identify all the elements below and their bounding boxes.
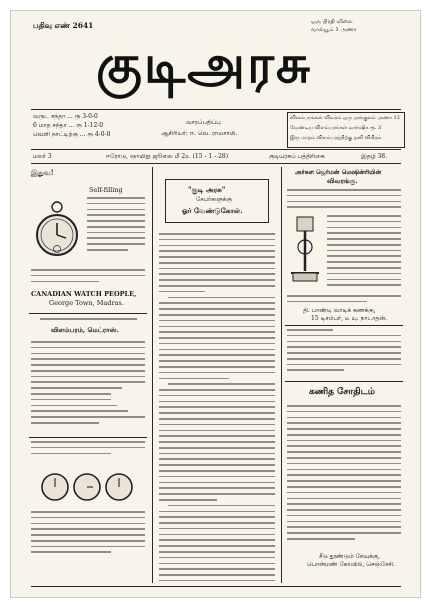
advert-rate-row: இரு மாதம் விளம்பரத்திற்கு தனி விகிதம் <box>290 135 382 141</box>
column-divider-right <box>281 167 282 583</box>
machine-ad-heading: அர்கள ஜெர்மன் மெஷின்ரியின் <box>295 169 382 176</box>
issue-volume: மலர் 3 <box>33 153 52 160</box>
watches-illustration <box>37 465 137 505</box>
appeal-heading: ஓர் வேண்டுகோள். <box>182 206 243 215</box>
right-ad-rule-2 <box>285 381 403 382</box>
center-article-body <box>159 233 275 584</box>
left-ad-rule-2 <box>29 437 147 438</box>
machine-illustration <box>285 213 325 285</box>
watch-ad-company: CANADIAN WATCH PEOPLE, <box>31 290 137 298</box>
astrology-heading: கணித சோதிடம் <box>309 387 375 397</box>
watch-ad-english: Self-filling <box>89 186 123 194</box>
footer-rule <box>31 586 401 587</box>
watch-ad-address: George Town, Madras. <box>49 299 124 307</box>
issue-date: ஈரோடு, ஞாயிறு ஜூலை மீ 2உ (15 - 1 - 28) <box>106 153 229 160</box>
right-ad-rule <box>285 325 403 326</box>
column-divider-left <box>152 167 153 583</box>
editor-line: ஆசிரியர்: ஈ. வெ. ராமசாமி. <box>161 130 238 137</box>
watch-ad-heading: இதுவ! <box>31 169 54 177</box>
appeal-title: "குடி அரசு" <box>188 185 226 194</box>
advert-rate-row: வேண்டிய விளம்பரங்கள் வார்ஷிக ரூ. 3 <box>290 125 382 131</box>
issue-number: இதழ் 38. <box>361 153 388 160</box>
watch-illustration <box>33 199 81 267</box>
dateline-rule <box>31 163 401 164</box>
subscription-row: வெளி நாட்டிற்கு ... ரூ 4-0-0 <box>33 131 111 138</box>
info-rule-top <box>31 149 401 150</box>
machine-ad-subheading: விவரங்கு. <box>327 177 358 185</box>
advert-rates-box <box>287 112 405 148</box>
second-ad-heading: விளம்பரம், மெட்ராஸ். <box>51 326 119 334</box>
right-column <box>285 169 405 584</box>
issue-subtitle: குடியரசுப் பத்திரிகை <box>269 153 325 160</box>
registration-number: பதிவு எண் 2641 <box>33 21 94 30</box>
appeal-subtitle: சேபர்களுக்கு <box>196 196 232 203</box>
astrology-body <box>287 405 401 544</box>
newspaper-page <box>10 10 421 598</box>
astrology-closing-b: பொன்மண் கோவில், செஞ்சேசி. <box>307 561 395 568</box>
volume-line: வால்யூம் 1 அணா <box>311 27 357 33</box>
advert-rate-row: விளம்பரங்கள் விவரம் ஒரு அங்குலம் அணா 12 <box>290 115 400 121</box>
left-ad-rule <box>29 313 147 314</box>
masthead-rule <box>31 109 401 110</box>
astrology-closing-a: சீடு தூண்டும் சேவுக்கு, <box>319 553 380 560</box>
left-column <box>29 169 147 584</box>
subscription-row: 6 மாத சந்தா ... ரூ 1-12-0 <box>33 122 104 129</box>
machine-ad-sign-b: 15 டிசம்பர், டீ யு. நாடாதன். <box>311 315 388 322</box>
center-column <box>157 169 277 584</box>
price-line: ஒரு பிரதி விலை <box>311 19 353 25</box>
subscription-row: வருட சந்தா ... ரூ 3-0-0 <box>33 113 98 120</box>
edition-label: வாரப்பதிப்பு <box>186 119 221 126</box>
subscription-box <box>33 113 143 147</box>
masthead-title: குடிஅரசு <box>96 34 312 95</box>
machine-ad-sign-a: தி. பாண்டி வாடிக் கணக்கு, <box>303 307 376 314</box>
appeal-box <box>165 179 269 223</box>
